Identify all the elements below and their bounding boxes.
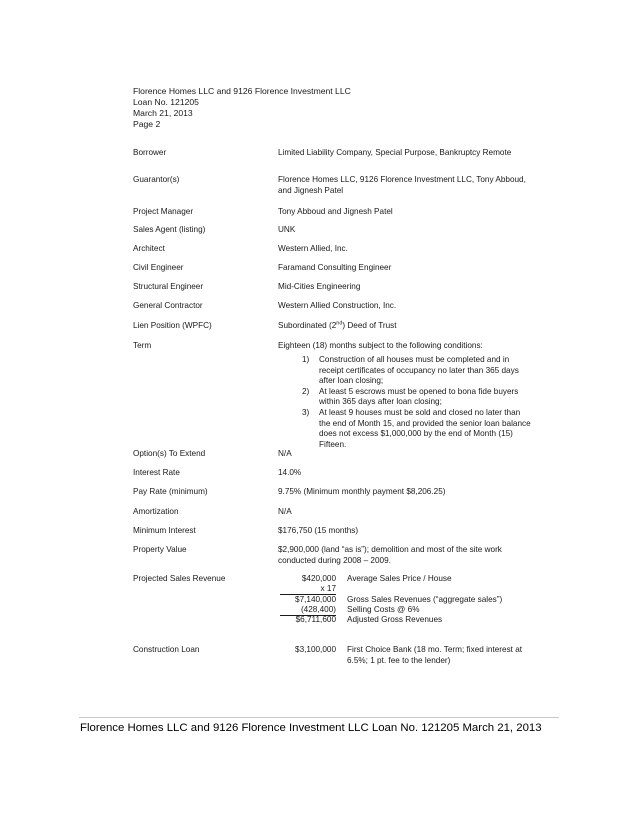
term-label: Guarantor(s) (133, 175, 180, 184)
term-label: Sales Agent (listing) (133, 225, 206, 234)
term-value: Mid-Cities Engineering (278, 282, 361, 291)
term-value (278, 320, 538, 331)
condition-text: At least 9 houses must be sold and closed no later than the end of Month 15, and provided the senior loan balance does not excess $1,000,000 by the end of Month (15) Fifteen. (319, 407, 531, 449)
term-value: $2,900,000 (land “as is”); demolition and most of the site work conducted during 2008 – 2009. (278, 545, 502, 565)
term-label: Pay Rate (minimum) (133, 487, 208, 496)
term-value: Florence Homes LLC, 9126 Florence Investment LLC, Tony Abboud, and Jignesh Patel (278, 175, 526, 195)
term-value: Western Allied Construction, Inc. (278, 301, 397, 310)
sales-description: Gross Sales Revenues (“aggregate sales”) (347, 595, 503, 604)
term-label: Property Value (133, 545, 187, 554)
term-value: $176,750 (15 months) (278, 526, 359, 535)
sales-amount: (428,400) (280, 604, 336, 616)
term-value: N/A (278, 507, 292, 516)
lien-prefix: Subordinated (2 (278, 321, 337, 330)
construction-description: First Choice Bank (18 mo. Term; fixed interest at 6.5%; 1 pt. fee to the lender) (347, 645, 523, 665)
term-label: General Contractor (133, 301, 203, 310)
condition-number: 3) (302, 407, 310, 417)
sales-description: Adjusted Gross Revenues (347, 615, 443, 624)
header-parties: Florence Homes LLC and 9126 Florence Investment LLC (133, 86, 351, 96)
header-loan-number: Loan No. 121205 (133, 97, 199, 107)
lien-suffix: ) Deed of Trust (342, 321, 397, 330)
term-label: Amortization (133, 507, 179, 516)
term-label: Borrower (133, 148, 167, 157)
condition-number: 1) (302, 355, 310, 364)
term-value: UNK (278, 225, 296, 234)
condition-item (302, 387, 532, 408)
term-value: Eighteen (18) months subject to the following conditions: (278, 341, 483, 350)
term-label: Option(s) To Extend (133, 449, 206, 458)
lien-superscript: nd (336, 320, 343, 327)
condition-item (302, 408, 532, 450)
construction-amount: $3,100,000 (295, 645, 336, 654)
term-label: Project Manager (133, 207, 194, 216)
term-value: N/A (278, 449, 292, 458)
term-label: Minimum Interest (133, 526, 196, 535)
term-value: 9.75% (Minimum monthly payment $8,206.25) (278, 487, 446, 496)
sales-amount: x 17 (280, 583, 336, 595)
term-value: Faramand Consulting Engineer (278, 263, 392, 272)
term-label: Term (133, 341, 152, 350)
sales-amount: $7,140,000 (295, 595, 336, 604)
sales-label: Projected Sales Revenue (133, 574, 226, 583)
term-value: 14.0% (278, 468, 302, 477)
condition-text: At least 5 escrows must be opened to bona fide buyers within 365 days after loan closing; (319, 386, 519, 407)
condition-number: 2) (302, 386, 310, 396)
header-date: March 21, 2013 (133, 108, 193, 118)
term-label: Civil Engineer (133, 263, 184, 272)
sales-description: Average Sales Price / House (347, 574, 452, 583)
sales-amount: $420,000 (301, 574, 336, 583)
page-footer: Florence Homes LLC and 9126 Florence Investment LLC Loan No. 121205 March 21, 2013 (80, 722, 542, 734)
term-value: Tony Abboud and Jignesh Patel (278, 207, 393, 216)
footer-divider (79, 717, 559, 718)
term-label: Architect (133, 244, 165, 253)
sales-description: Selling Costs @ 6% (347, 605, 420, 614)
term-label: Lien Position (WPFC) (133, 321, 212, 330)
term-value: Limited Liability Company, Special Purpose, Bankruptcy Remote (278, 148, 512, 157)
term-conditions-list (302, 355, 532, 450)
header-page: Page 2 (133, 119, 161, 129)
condition-item (302, 355, 532, 387)
condition-text: Construction of all houses must be completed and in receipt certificates of occupancy no later than 365 days after loan closing; (319, 355, 519, 386)
sales-amount: $6,711,600 (295, 615, 336, 624)
term-label: Interest Rate (133, 468, 180, 477)
construction-label: Construction Loan (133, 645, 200, 654)
letter-header (133, 86, 351, 130)
term-value: Western Allied, Inc. (278, 244, 348, 253)
term-label: Structural Engineer (133, 282, 204, 291)
